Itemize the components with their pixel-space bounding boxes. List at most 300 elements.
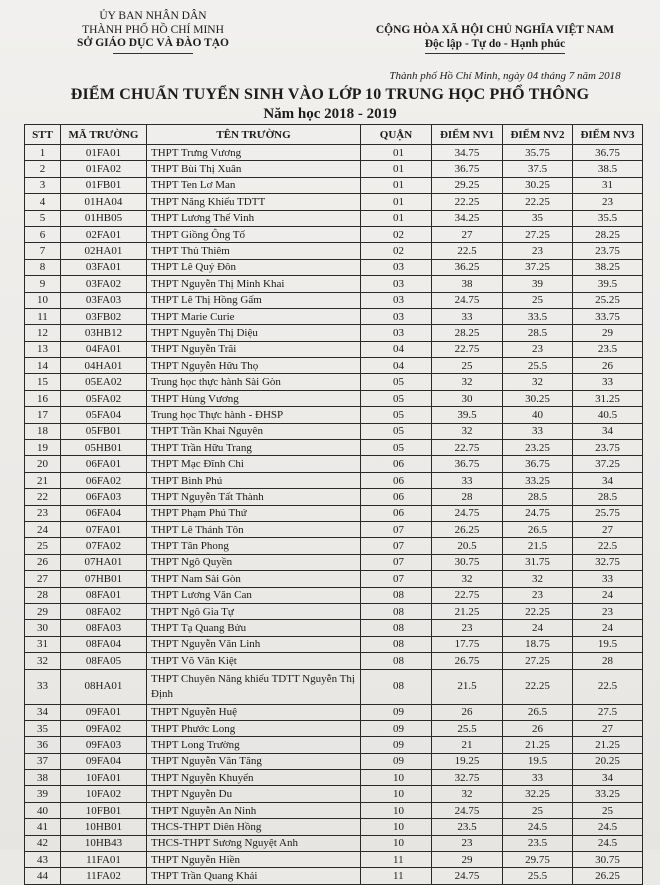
cell-stt: 33 [25, 669, 61, 704]
cell-district: 03 [361, 325, 432, 341]
cell-stt: 28 [25, 587, 61, 603]
table-row [25, 802, 643, 818]
col-header-ma: MÃ TRƯỜNG [61, 125, 147, 145]
cell-district: 05 [361, 407, 432, 423]
cell-score-nv1: 19.25 [432, 753, 503, 769]
table-row [25, 505, 643, 521]
national-header [345, 24, 645, 54]
scores-table [24, 124, 643, 885]
cell-school-code: 05FB01 [61, 423, 147, 439]
cell-score-nv3: 40.5 [573, 407, 643, 423]
cell-district: 09 [361, 753, 432, 769]
cell-score-nv2: 30.25 [503, 390, 573, 406]
cell-score-nv2: 24 [503, 620, 573, 636]
cell-score-nv3: 34 [573, 770, 643, 786]
cell-stt: 32 [25, 653, 61, 669]
cell-district: 08 [361, 620, 432, 636]
cell-stt: 30 [25, 620, 61, 636]
cell-score-nv1: 24.75 [432, 505, 503, 521]
cell-school-code: 01FB01 [61, 177, 147, 193]
cell-score-nv3: 26 [573, 358, 643, 374]
cell-score-nv2: 33 [503, 770, 573, 786]
issuer-underline [113, 53, 193, 54]
cell-school-name: THPT Nguyễn Tất Thành [147, 489, 361, 505]
cell-school-code: 01FA01 [61, 145, 147, 161]
cell-school-name: THPT Tạ Quang Bửu [147, 620, 361, 636]
cell-district: 03 [361, 292, 432, 308]
cell-school-code: 03HB12 [61, 325, 147, 341]
cell-stt: 9 [25, 276, 61, 292]
cell-stt: 23 [25, 505, 61, 521]
cell-stt: 7 [25, 243, 61, 259]
cell-school-name: THPT Lương Thế Vinh [147, 210, 361, 226]
cell-stt: 2 [25, 161, 61, 177]
cell-district: 08 [361, 587, 432, 603]
cell-district: 06 [361, 456, 432, 472]
cell-school-name: THPT Nguyễn Khuyến [147, 770, 361, 786]
cell-score-nv2: 22.25 [503, 194, 573, 210]
cell-school-code: 02HA01 [61, 243, 147, 259]
cell-school-name: THPT Ngô Gia Tự [147, 603, 361, 619]
table-row [25, 868, 643, 884]
cell-score-nv3: 33 [573, 571, 643, 587]
table-body [25, 145, 643, 885]
cell-score-nv1: 38 [432, 276, 503, 292]
cell-score-nv1: 32 [432, 374, 503, 390]
cell-score-nv2: 33.5 [503, 308, 573, 324]
cell-stt: 10 [25, 292, 61, 308]
cell-district: 01 [361, 210, 432, 226]
cell-stt: 11 [25, 308, 61, 324]
cell-score-nv3: 22.5 [573, 538, 643, 554]
cell-score-nv2: 21.5 [503, 538, 573, 554]
cell-school-name: THPT Nguyễn Thị Minh Khai [147, 276, 361, 292]
cell-score-nv1: 23.5 [432, 819, 503, 835]
cell-school-name: THPT Năng Khiếu TDTT [147, 194, 361, 210]
issuer-line-3: SỞ GIÁO DỤC VÀ ĐÀO TẠO [77, 37, 229, 49]
cell-school-name: THPT Trần Quang Khải [147, 868, 361, 884]
table-row [25, 374, 643, 390]
table-row [25, 720, 643, 736]
cell-stt: 18 [25, 423, 61, 439]
cell-score-nv2: 26.5 [503, 521, 573, 537]
cell-stt: 12 [25, 325, 61, 341]
cell-score-nv3: 38.5 [573, 161, 643, 177]
cell-district: 08 [361, 653, 432, 669]
cell-school-code: 08FA04 [61, 636, 147, 652]
cell-score-nv1: 34.75 [432, 145, 503, 161]
cell-district: 05 [361, 440, 432, 456]
cell-stt: 31 [25, 636, 61, 652]
col-header-ten: TÊN TRƯỜNG [147, 125, 361, 145]
cell-score-nv2: 29.75 [503, 852, 573, 868]
cell-stt: 14 [25, 358, 61, 374]
cell-score-nv2: 18.75 [503, 636, 573, 652]
cell-stt: 13 [25, 341, 61, 357]
cell-score-nv3: 31.25 [573, 390, 643, 406]
cell-school-code: 03FA03 [61, 292, 147, 308]
cell-score-nv3: 25 [573, 802, 643, 818]
cell-score-nv1: 22.5 [432, 243, 503, 259]
cell-stt: 34 [25, 704, 61, 720]
cell-score-nv1: 21.25 [432, 603, 503, 619]
table-row [25, 636, 643, 652]
cell-score-nv1: 26.75 [432, 653, 503, 669]
cell-stt: 15 [25, 374, 61, 390]
col-header-nv3: ĐIỂM NV3 [573, 125, 643, 145]
cell-stt: 16 [25, 390, 61, 406]
cell-school-code: 11FA01 [61, 852, 147, 868]
cell-school-name: THPT Trần Hữu Trang [147, 440, 361, 456]
cell-stt: 29 [25, 603, 61, 619]
cell-score-nv1: 22.75 [432, 341, 503, 357]
col-header-nv2: ĐIỂM NV2 [503, 125, 573, 145]
issuer-line-2: THÀNH PHỐ HỒ CHÍ MINH [82, 23, 224, 36]
cell-school-name: THPT Thủ Thiêm [147, 243, 361, 259]
cell-school-code: 08HA01 [61, 669, 147, 704]
cell-score-nv2: 36.75 [503, 456, 573, 472]
cell-score-nv1: 25.5 [432, 720, 503, 736]
cell-score-nv3: 38.25 [573, 259, 643, 275]
table-row [25, 704, 643, 720]
cell-stt: 24 [25, 521, 61, 537]
cell-score-nv1: 36.75 [432, 456, 503, 472]
cell-school-name: THCS-THPT Sương Nguyệt Anh [147, 835, 361, 851]
cell-stt: 39 [25, 786, 61, 802]
cell-district: 11 [361, 852, 432, 868]
cell-stt: 40 [25, 802, 61, 818]
col-header-nv1: ĐIỂM NV1 [432, 125, 503, 145]
cell-school-name: THPT Chuyên Năng khiếu TDTT Nguyễn Thị Định [147, 669, 361, 704]
cell-district: 02 [361, 243, 432, 259]
cell-stt: 1 [25, 145, 61, 161]
page-title: ĐIỂM CHUẨN TUYỂN SINH VÀO LỚP 10 TRUNG HỌC PHỔ THÔNG [70, 86, 590, 103]
cell-score-nv3: 30.75 [573, 852, 643, 868]
cell-school-code: 05FA02 [61, 390, 147, 406]
cell-school-code: 08FA02 [61, 603, 147, 619]
cell-score-nv3: 27.5 [573, 704, 643, 720]
cell-school-code: 07FA02 [61, 538, 147, 554]
cell-score-nv2: 26 [503, 720, 573, 736]
table-row [25, 472, 643, 488]
national-motto: Độc lập - Tự do - Hạnh phúc [424, 37, 566, 50]
cell-score-nv2: 28.5 [503, 489, 573, 505]
table-row [25, 423, 643, 439]
cell-school-name: THCS-THPT Diên Hồng [147, 819, 361, 835]
cell-score-nv2: 35.75 [503, 145, 573, 161]
cell-score-nv1: 21.5 [432, 669, 503, 704]
cell-score-nv3: 24.5 [573, 835, 643, 851]
cell-district: 04 [361, 341, 432, 357]
cell-district: 04 [361, 358, 432, 374]
cell-district: 10 [361, 786, 432, 802]
cell-score-nv3: 24.5 [573, 819, 643, 835]
table-row [25, 620, 643, 636]
cell-school-name: THPT Nguyễn An Ninh [147, 802, 361, 818]
cell-district: 09 [361, 720, 432, 736]
cell-stt: 44 [25, 868, 61, 884]
cell-score-nv3: 23.75 [573, 440, 643, 456]
cell-school-code: 05EA02 [61, 374, 147, 390]
table-header-row [25, 125, 643, 145]
cell-district: 07 [361, 571, 432, 587]
cell-score-nv1: 24.75 [432, 868, 503, 884]
cell-score-nv3: 21.25 [573, 737, 643, 753]
cell-district: 08 [361, 669, 432, 704]
table-row [25, 835, 643, 851]
issuer-line-1: ỦY BAN NHÂN DÂN [99, 10, 207, 22]
cell-score-nv2: 27.25 [503, 653, 573, 669]
cell-school-code: 02FA01 [61, 226, 147, 242]
cell-score-nv3: 28.5 [573, 489, 643, 505]
cell-score-nv3: 33.75 [573, 308, 643, 324]
cell-score-nv2: 23 [503, 341, 573, 357]
cell-score-nv2: 35 [503, 210, 573, 226]
cell-school-name: THPT Lương Văn Can [147, 587, 361, 603]
cell-score-nv3: 27 [573, 521, 643, 537]
cell-school-code: 08FA01 [61, 587, 147, 603]
cell-score-nv3: 23 [573, 194, 643, 210]
cell-stt: 20 [25, 456, 61, 472]
cell-score-nv3: 23 [573, 603, 643, 619]
cell-district: 02 [361, 226, 432, 242]
cell-score-nv1: 34.25 [432, 210, 503, 226]
cell-school-code: 03FA01 [61, 259, 147, 275]
cell-score-nv1: 22.75 [432, 440, 503, 456]
cell-score-nv2: 25.5 [503, 358, 573, 374]
cell-school-name: THPT Nguyễn Văn Tăng [147, 753, 361, 769]
cell-score-nv1: 32 [432, 786, 503, 802]
cell-score-nv1: 24.75 [432, 292, 503, 308]
cell-score-nv2: 22.25 [503, 669, 573, 704]
cell-score-nv3: 25.75 [573, 505, 643, 521]
cell-stt: 3 [25, 177, 61, 193]
table-row [25, 653, 643, 669]
cell-score-nv2: 40 [503, 407, 573, 423]
cell-school-name: THPT Nguyễn Hiền [147, 852, 361, 868]
cell-district: 07 [361, 538, 432, 554]
cell-stt: 6 [25, 226, 61, 242]
cell-district: 10 [361, 770, 432, 786]
cell-score-nv3: 31 [573, 177, 643, 193]
cell-score-nv1: 28 [432, 489, 503, 505]
cell-school-code: 06FA01 [61, 456, 147, 472]
cell-score-nv3: 36.75 [573, 145, 643, 161]
cell-score-nv2: 24.5 [503, 819, 573, 835]
table-row [25, 786, 643, 802]
cell-district: 07 [361, 554, 432, 570]
cell-score-nv3: 27 [573, 720, 643, 736]
cell-school-name: Trung học thực hành Sài Gòn [147, 374, 361, 390]
cell-score-nv1: 33 [432, 472, 503, 488]
cell-score-nv1: 22.75 [432, 587, 503, 603]
cell-school-code: 06FA02 [61, 472, 147, 488]
cell-score-nv2: 24.75 [503, 505, 573, 521]
cell-score-nv1: 25 [432, 358, 503, 374]
table-row [25, 538, 643, 554]
cell-school-name: THPT Nguyễn Trãi [147, 341, 361, 357]
table-row [25, 554, 643, 570]
cell-score-nv1: 39.5 [432, 407, 503, 423]
cell-school-name: THPT Ten Lơ Man [147, 177, 361, 193]
cell-school-name: THPT Long Trường [147, 737, 361, 753]
cell-score-nv1: 29.25 [432, 177, 503, 193]
cell-score-nv1: 29 [432, 852, 503, 868]
cell-district: 06 [361, 489, 432, 505]
cell-school-code: 05HB01 [61, 440, 147, 456]
cell-school-code: 10FA02 [61, 786, 147, 802]
cell-score-nv2: 32 [503, 374, 573, 390]
cell-district: 10 [361, 819, 432, 835]
cell-school-name: THPT Hùng Vương [147, 390, 361, 406]
table-row [25, 390, 643, 406]
cell-district: 10 [361, 835, 432, 851]
cell-stt: 41 [25, 819, 61, 835]
cell-school-code: 08FA05 [61, 653, 147, 669]
cell-score-nv3: 19.5 [573, 636, 643, 652]
cell-score-nv1: 32.75 [432, 770, 503, 786]
cell-stt: 25 [25, 538, 61, 554]
cell-score-nv3: 28.25 [573, 226, 643, 242]
table-row [25, 571, 643, 587]
table-row [25, 852, 643, 868]
cell-stt: 37 [25, 753, 61, 769]
cell-school-name: THPT Phạm Phú Thứ [147, 505, 361, 521]
cell-school-code: 09FA02 [61, 720, 147, 736]
cell-score-nv3: 34 [573, 472, 643, 488]
cell-school-code: 01FA02 [61, 161, 147, 177]
cell-school-code: 06FA04 [61, 505, 147, 521]
cell-school-code: 07HB01 [61, 571, 147, 587]
cell-stt: 8 [25, 259, 61, 275]
cell-school-name: Trung học Thực hành - ĐHSP [147, 407, 361, 423]
cell-score-nv3: 20.25 [573, 753, 643, 769]
cell-school-name: THPT Nguyễn Huệ [147, 704, 361, 720]
table-row [25, 819, 643, 835]
cell-score-nv2: 30.25 [503, 177, 573, 193]
cell-district: 05 [361, 374, 432, 390]
cell-score-nv3: 37.25 [573, 456, 643, 472]
cell-district: 09 [361, 737, 432, 753]
table-row [25, 456, 643, 472]
cell-district: 03 [361, 259, 432, 275]
cell-score-nv2: 25.5 [503, 868, 573, 884]
page-subtitle: Năm học 2018 - 2019 [263, 106, 397, 122]
cell-score-nv2: 23 [503, 587, 573, 603]
issuer-header [28, 10, 278, 54]
cell-stt: 38 [25, 770, 61, 786]
cell-school-name: THPT Lê Thánh Tôn [147, 521, 361, 537]
cell-score-nv1: 36.25 [432, 259, 503, 275]
table-row [25, 440, 643, 456]
cell-score-nv3: 33.25 [573, 786, 643, 802]
table-row [25, 308, 643, 324]
cell-school-code: 07HA01 [61, 554, 147, 570]
cell-district: 01 [361, 177, 432, 193]
cell-district: 01 [361, 145, 432, 161]
cell-school-code: 04FA01 [61, 341, 147, 357]
cell-score-nv3: 25.25 [573, 292, 643, 308]
cell-school-name: THPT Lê Thị Hồng Gấm [147, 292, 361, 308]
table-row [25, 603, 643, 619]
cell-score-nv3: 22.5 [573, 669, 643, 704]
cell-score-nv2: 23.25 [503, 440, 573, 456]
cell-district: 08 [361, 603, 432, 619]
cell-school-name: THPT Nam Sài Gòn [147, 571, 361, 587]
cell-school-code: 09FA01 [61, 704, 147, 720]
cell-school-code: 09FA04 [61, 753, 147, 769]
cell-score-nv1: 28.25 [432, 325, 503, 341]
table-row [25, 177, 643, 193]
cell-stt: 42 [25, 835, 61, 851]
cell-score-nv3: 24 [573, 620, 643, 636]
table-row [25, 770, 643, 786]
table-row [25, 210, 643, 226]
col-header-stt: STT [25, 125, 61, 145]
cell-stt: 22 [25, 489, 61, 505]
cell-school-code: 10FB01 [61, 802, 147, 818]
cell-score-nv2: 32 [503, 571, 573, 587]
cell-school-code: 07FA01 [61, 521, 147, 537]
cell-score-nv2: 25 [503, 292, 573, 308]
cell-score-nv2: 23 [503, 243, 573, 259]
table-row [25, 737, 643, 753]
cell-score-nv3: 28 [573, 653, 643, 669]
cell-score-nv1: 24.75 [432, 802, 503, 818]
cell-score-nv2: 22.25 [503, 603, 573, 619]
cell-school-code: 06FA03 [61, 489, 147, 505]
cell-stt: 4 [25, 194, 61, 210]
table-row [25, 587, 643, 603]
cell-school-code: 03FA02 [61, 276, 147, 292]
cell-score-nv1: 20.5 [432, 538, 503, 554]
table-row [25, 489, 643, 505]
cell-district: 11 [361, 868, 432, 884]
cell-school-name: THPT Mạc Đĩnh Chi [147, 456, 361, 472]
table-row [25, 407, 643, 423]
cell-score-nv2: 21.25 [503, 737, 573, 753]
cell-score-nv2: 19.5 [503, 753, 573, 769]
cell-score-nv1: 17.75 [432, 636, 503, 652]
cell-school-code: 10HB01 [61, 819, 147, 835]
cell-school-name: THPT Nguyễn Du [147, 786, 361, 802]
cell-score-nv3: 29 [573, 325, 643, 341]
cell-score-nv2: 37.25 [503, 259, 573, 275]
cell-school-code: 05FA04 [61, 407, 147, 423]
table-row [25, 669, 643, 704]
cell-school-code: 01HA04 [61, 194, 147, 210]
cell-school-code: 08FA03 [61, 620, 147, 636]
cell-score-nv3: 35.5 [573, 210, 643, 226]
cell-school-code: 03FB02 [61, 308, 147, 324]
table-row [25, 341, 643, 357]
cell-stt: 19 [25, 440, 61, 456]
cell-district: 03 [361, 308, 432, 324]
cell-score-nv2: 33 [503, 423, 573, 439]
cell-district: 06 [361, 505, 432, 521]
cell-district: 01 [361, 194, 432, 210]
cell-school-name: THPT Lê Quý Đôn [147, 259, 361, 275]
dateline: Thành phố Hồ Chí Minh, ngày 04 tháng 7 năm 2018 [389, 70, 621, 82]
table-row [25, 292, 643, 308]
table-row [25, 194, 643, 210]
motto-underline [425, 53, 565, 54]
cell-district: 06 [361, 472, 432, 488]
cell-school-name: THPT Bình Phú [147, 472, 361, 488]
cell-stt: 5 [25, 210, 61, 226]
cell-school-name: THPT Võ Văn Kiệt [147, 653, 361, 669]
cell-score-nv3: 26.25 [573, 868, 643, 884]
